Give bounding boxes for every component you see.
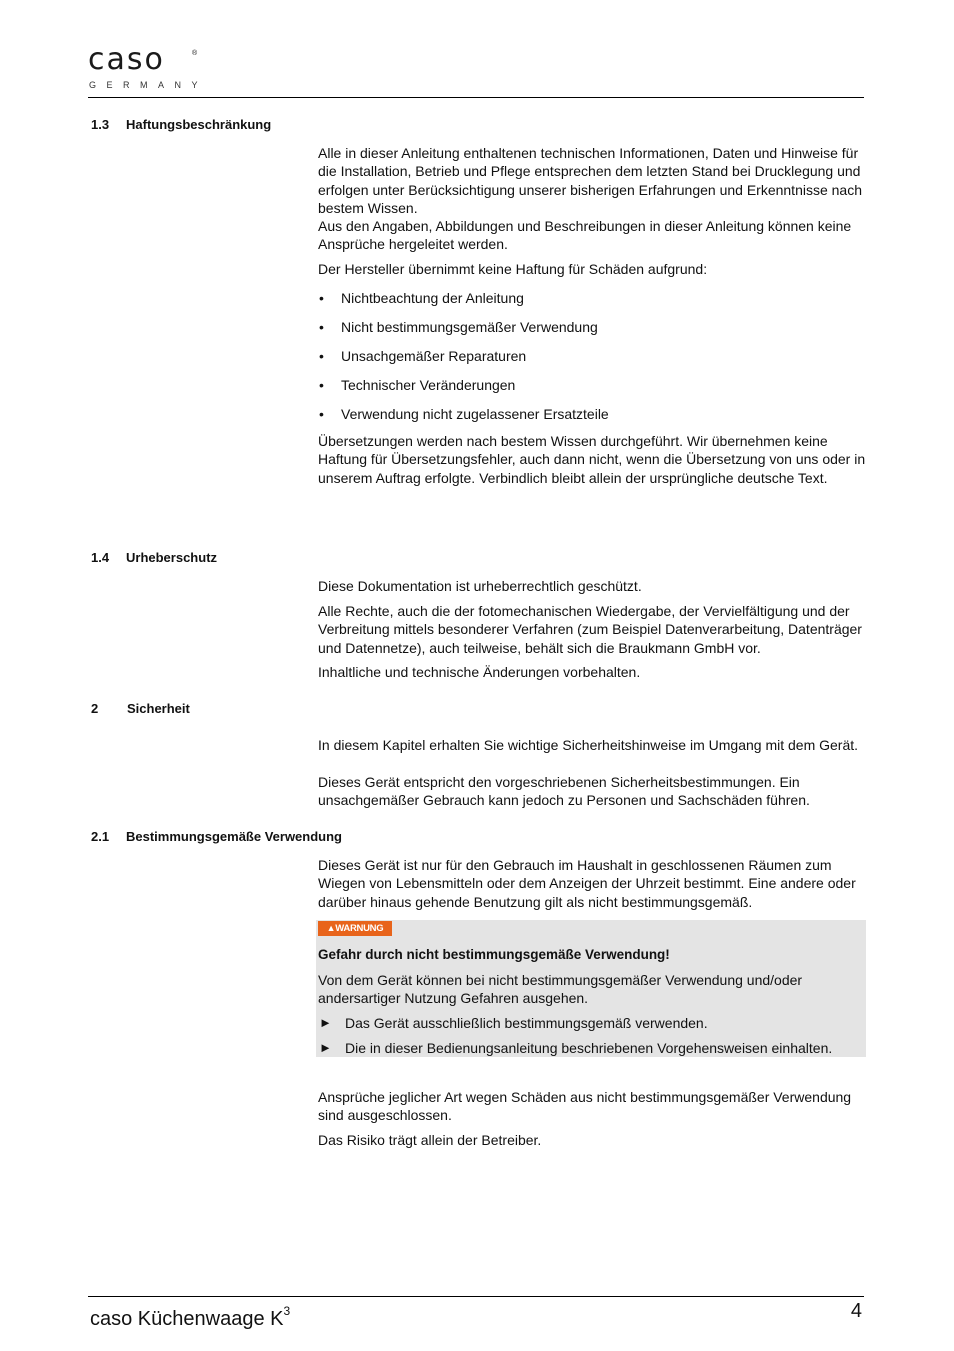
paragraph: Alle in dieser Anleitung enthaltenen technischen Informationen, Daten und Hinweise für die Installation, Betrieb und Pflege entsprechen dem letzten Stand bei Drucklegung und erfolgen unter Berücksichtigung unserer bisherigen Erfahrungen und Erkenntnisse nach bestem Wissen. <box>318 145 863 216</box>
footer-rule <box>88 1296 864 1297</box>
warning-badge <box>318 921 392 936</box>
section-heading-1-3 <box>91 117 271 133</box>
paragraph: In diesem Kapitel erhalten Sie wichtige Sicherheitshinweise im Umgang mit dem Gerät. <box>318 737 859 753</box>
section-title: Sicherheit <box>127 701 190 716</box>
section-heading-2-1 <box>91 829 342 845</box>
step-text: Das Gerät ausschließlich bestimmungsgemäß verwenden. <box>345 1015 708 1031</box>
paragraph: Das Risiko trägt allein der Betreiber. <box>318 1132 542 1148</box>
step-text: Die in dieser Bedienungsanleitung beschriebenen Vorgehensweisen einhalten. <box>345 1040 833 1056</box>
section-title: Haftungsbeschränkung <box>126 117 272 132</box>
list-item: • Unsachgemäßer Reparaturen <box>318 347 866 376</box>
section-title: Bestimmungsgemäße Verwendung <box>126 829 342 844</box>
section-title: Urheberschutz <box>126 550 218 565</box>
caso-logo <box>88 42 209 96</box>
warning-badge-label: WARNUNG <box>335 923 384 934</box>
paragraph: Übersetzungen werden nach bestem Wissen durchgeführt. Wir übernehmen keine Haftung für Übersetzungsfehler, auch dann nicht, wenn die Übersetzung von uns oder in unserem Auftrag erfolgte. Verbindlich bleibt allein der ursprüngliche deutsche Text. <box>318 433 866 486</box>
arrow-right-icon: ► <box>319 1015 332 1030</box>
section-heading-1-4 <box>91 550 217 566</box>
section-number: 2.1 <box>91 829 110 844</box>
logo-subtitle: GERMANY <box>89 80 209 90</box>
warning-text: Von dem Gerät können bei nicht bestimmungsgemäßer Verwendung und/oder andersartiger Nutzung Gefahren ausgehen. <box>318 972 803 1007</box>
liability-bullet-list <box>318 289 866 434</box>
warning-triangle-icon: ▲ <box>326 923 336 933</box>
warning-title: Gefahr durch nicht bestimmungsgemäße Verwendung! <box>318 947 670 962</box>
section-number: 2 <box>91 701 99 716</box>
page-number: 4 <box>850 1300 862 1322</box>
arrow-right-icon: ► <box>319 1040 332 1055</box>
logo-registered-mark: ® <box>192 50 198 57</box>
list-item <box>318 1039 866 1064</box>
list-item: • Verwendung nicht zugelassener Ersatzteile <box>318 405 866 434</box>
paragraph: Aus den Angaben, Abbildungen und Beschreibungen in dieser Anleitung können keine Ansprüche hergeleitet werden. <box>318 218 852 253</box>
list-item: • Nicht bestimmungsgemäßer Verwendung <box>318 318 866 347</box>
header-rule <box>88 97 864 98</box>
section-number: 1.4 <box>91 550 110 565</box>
paragraph: Dieses Gerät ist nur für den Gebrauch im Haushalt in geschlossenen Räumen zum Wiegen von Lebensmitteln oder dem Anzeigen der Uhrzeit bestimmt. Eine andere oder darüber hinaus gehende Benutzung gilt als nicht bestimmungsgemäß. <box>318 857 856 910</box>
logo-wordmark: caso <box>88 42 165 77</box>
paragraph: Ansprüche jeglicher Art wegen Schäden aus nicht bestimmungsgemäßer Verwendung sind ausgeschlossen. <box>318 1089 852 1124</box>
paragraph: Diese Dokumentation ist urheberrechtlich geschützt. <box>318 578 642 594</box>
chapter-heading-2 <box>91 701 190 717</box>
list-item: • Technischer Veränderungen <box>318 376 866 405</box>
footer-title-text: caso Küchenwaage K <box>90 1308 284 1330</box>
list-item: • Nichtbeachtung der Anleitung <box>318 289 866 318</box>
paragraph: Alle Rechte, auch die der fotomechanischen Wiedergabe, der Vervielfältigung und der Verbreitung mittels besonderer Verfahren (zum Beispiel Datenverarbeitung, Datenträger und Datennetze), auch teilweise, behält sich die Braukmann GmbH vor. <box>318 603 862 656</box>
paragraph: Dieses Gerät entspricht den vorgeschriebenen Sicherheitsbestimmungen. Ein unsachgemäßer Gebrauch kann jedoch zu Personen und Sachschäden führen. <box>318 774 810 809</box>
section-number: 1.3 <box>91 117 110 132</box>
paragraph: Inhaltliche und technische Änderungen vorbehalten. <box>318 664 641 680</box>
footer-superscript: 3 <box>283 1304 291 1318</box>
paragraph: Der Hersteller übernimmt keine Haftung für Schäden aufgrund: <box>318 261 708 277</box>
warning-step-list <box>318 1014 866 1064</box>
list-item <box>318 1014 866 1039</box>
footer-document-title <box>90 1299 290 1331</box>
